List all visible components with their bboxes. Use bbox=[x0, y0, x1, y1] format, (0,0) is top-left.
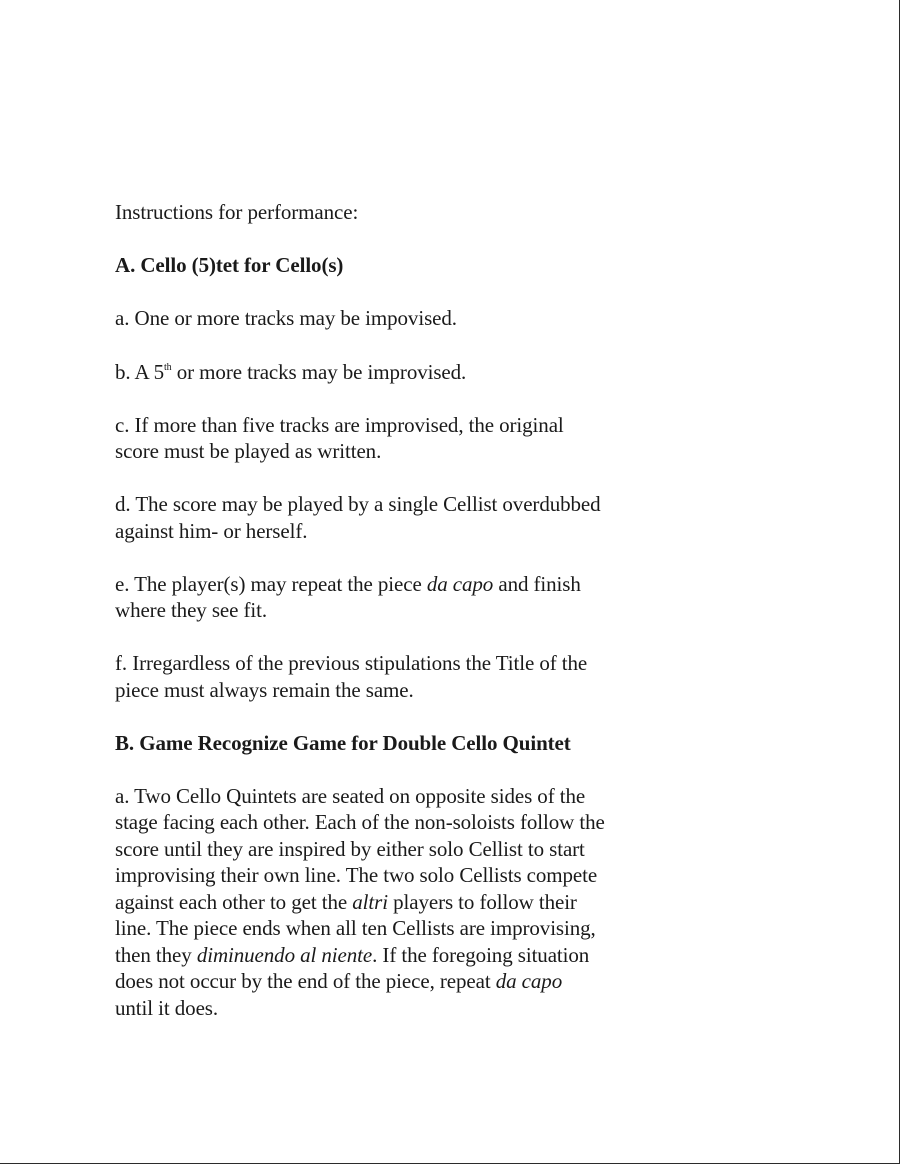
ordinal-superscript: th bbox=[164, 361, 172, 373]
instructions-text bbox=[115, 199, 695, 1048]
italic-term: diminuendo al niente bbox=[196, 942, 373, 967]
italic-term: da capo bbox=[426, 571, 494, 596]
section-a-heading: A. Cello (5)tet for Cello(s) bbox=[115, 253, 344, 277]
section-a-item-b: b. A 5th or more tracks may be improvised. bbox=[115, 359, 467, 384]
section-a-item-d: d. The score may be played by a single Cellist overdubbed against him- or herself. bbox=[115, 492, 601, 543]
section-a-item-e: e. The player(s) may repeat the piece da capo and finish where they see fit. bbox=[115, 571, 581, 622]
italic-term: altri bbox=[352, 889, 388, 914]
section-a-item-c: c. If more than five tracks are improvised, the original score must be played as written. bbox=[115, 412, 564, 463]
section-a-item-a: a. One or more tracks may be impovised. bbox=[115, 306, 457, 330]
italic-term: da capo bbox=[495, 969, 563, 993]
section-b-item-a: a. Two Cello Quintets are seated on opposite sides of the stage facing each other. Each of the non-soloists follow the score until they are inspired by either solo Cellist to start improvising their own line. The two solo Cellists compete against each other to get the altri players to follow their line. The piece ends when all ten Cellists are improvising, then they diminuendo al niente. If the foregoing situation does not occur by the end of the piece, repeat da capo until it does. bbox=[115, 783, 605, 1020]
section-a-item-f: f. Irregardless of the previous stipulations the Title of the piece must always remain the same. bbox=[115, 651, 588, 702]
intro-line: Instructions for performance: bbox=[115, 200, 359, 224]
section-b-heading: B. Game Recognize Game for Double Cello Quintet bbox=[115, 730, 571, 755]
